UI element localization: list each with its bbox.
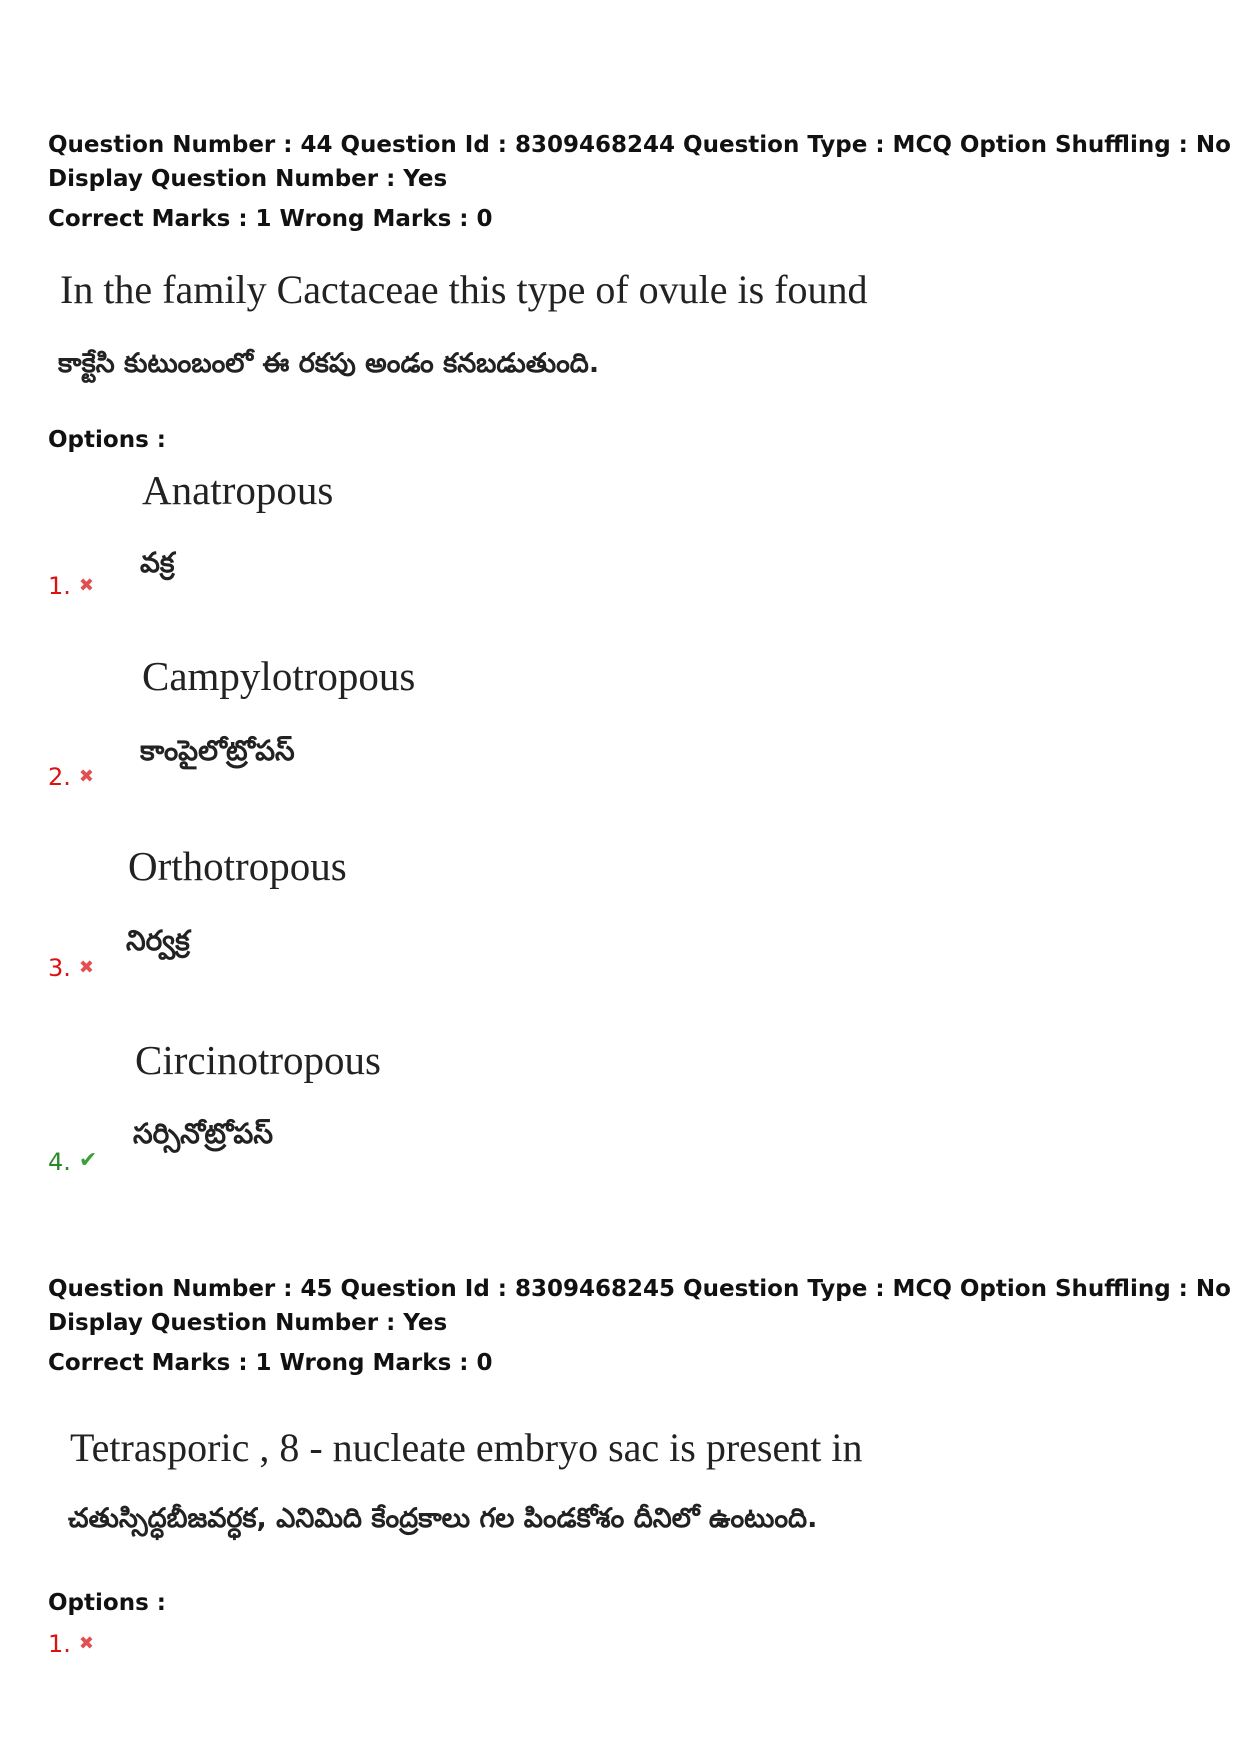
option-4-telugu: సర్సినోట్రోపస్ xyxy=(133,1117,273,1150)
option-3-number xyxy=(48,954,94,982)
cross-icon: ✖ xyxy=(78,575,94,596)
option-3-number-text: 3. xyxy=(48,954,71,982)
question-45-text-telugu: చతుస్సిద్ధబీజవర్ధక, ఎనిమిది కేంద్రకాలు గల పిండకోశం దీనిలో ఉంటుంది. xyxy=(68,1503,818,1534)
question-45-meta-line1: Question Number : 45 Question Id : 8309468245 Question Type : MCQ Option Shuffling : No xyxy=(48,1276,1231,1302)
option-2-english: Campylotropous xyxy=(142,653,416,699)
cross-icon: ✖ xyxy=(78,1633,94,1654)
option-3-telugu: నిర్వక్ర xyxy=(126,924,190,957)
option-4-number xyxy=(48,1148,97,1176)
question-45-options-label: Options : xyxy=(48,1590,166,1616)
option-4-number-text: 4. xyxy=(48,1148,71,1176)
option-1-english: Anatropous xyxy=(142,467,334,513)
check-icon: ✔ xyxy=(78,1148,98,1173)
option-1-number-text: 1. xyxy=(48,572,71,600)
option-1-number xyxy=(48,572,94,600)
question-45-marks: Correct Marks : 1 Wrong Marks : 0 xyxy=(48,1350,493,1376)
option-2-number-text: 2. xyxy=(48,763,71,791)
option-1-telugu: వక్ర xyxy=(140,546,175,579)
option-3-english: Orthotropous xyxy=(128,843,347,889)
question-44-text-telugu: కాక్టేసి కుటుంబంలో ఈ రకపు అండం కనబడుతుంది. xyxy=(58,348,600,379)
question-44-options-label: Options : xyxy=(48,427,166,453)
question-45-text-english: Tetrasporic , 8 - nucleate embryo sac is present in xyxy=(70,1425,863,1470)
question-44-meta-line1: Question Number : 44 Question Id : 8309468244 Question Type : MCQ Option Shuffling : No xyxy=(48,132,1231,158)
q45-option-1-number-text: 1. xyxy=(48,1630,71,1658)
cross-icon: ✖ xyxy=(78,957,94,978)
question-45-meta-line2: Display Question Number : Yes xyxy=(48,1310,448,1336)
question-44-meta-line2: Display Question Number : Yes xyxy=(48,166,448,192)
option-4-english: Circinotropous xyxy=(135,1037,381,1083)
question-44-marks: Correct Marks : 1 Wrong Marks : 0 xyxy=(48,206,493,232)
option-2-number xyxy=(48,763,94,791)
question-44-text-english: In the family Cactaceae this type of ovule is found xyxy=(60,267,868,312)
cross-icon: ✖ xyxy=(78,766,94,787)
option-2-telugu: కాంపైలోట్రోపస్ xyxy=(140,734,295,767)
q45-option-1-number xyxy=(48,1630,94,1658)
